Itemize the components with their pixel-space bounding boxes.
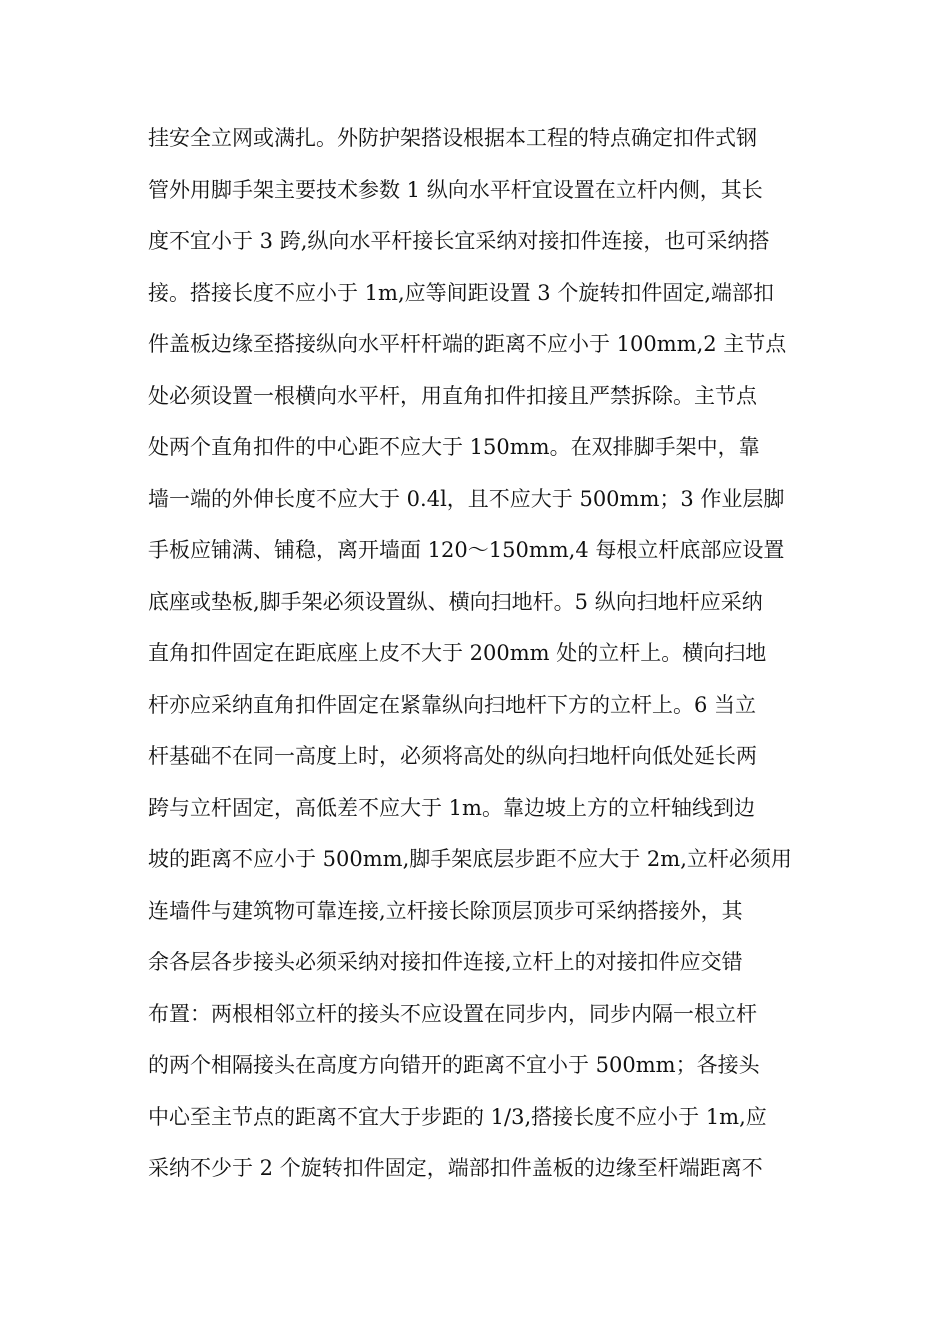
- body-text: [148, 118, 808, 1200]
- text-line: 中心至主节点的距离不宜大于步距的 1/3,搭接长度不应小于 1m,应: [148, 1104, 767, 1129]
- text-line: 底座或垫板,脚手架必须设置纵、横向扫地杆。5 纵向扫地杆应采纳: [148, 589, 763, 614]
- text-line: 的两个相隔接头在高度方向错开的距离不宜小于 500mm；各接头: [148, 1053, 760, 1077]
- text-line: 度不宜小于 3 跨,纵向水平杆接长宜采纳对接扣件连接，也可采纳搭: [148, 229, 770, 253]
- text-line: 直角扣件固定在距底座上皮不大于 200mm 处的立杆上。横向扫地: [148, 641, 767, 665]
- text-line: 杆基础不在同一高度上时，必须将高处的纵向扫地杆向低处延长两: [148, 744, 757, 768]
- text-line: 跨与立杆固定，高低差不应大于 1m。靠边坡上方的立杆轴线到边: [148, 795, 755, 820]
- text-line: 连墙件与建筑物可靠连接,立杆接长除顶层顶步可采纳搭接外，其: [148, 898, 743, 923]
- text-line: 挂安全立网或满扎。外防护架搭设根据本工程的特点确定扣件式钢: [148, 126, 757, 150]
- text-line: 采纳不少于 2 个旋转扣件固定，端部扣件盖板的边缘至杆端距离不: [148, 1156, 763, 1180]
- text-line: 管外用脚手架主要技术参数 1 纵向水平杆宜设置在立杆内侧，其长: [148, 177, 763, 202]
- text-line: 余各层各步接头必须采纳对接扣件连接,立杆上的对接扣件应交错: [148, 950, 743, 974]
- text-line: 接。搭接长度不应小于 1m,应等间距设置 3 个旋转扣件固定,端部扣: [148, 280, 775, 305]
- text-line: 墙一端的外伸长度不应大于 0.4l，且不应大于 500mm；3 作业层脚: [148, 486, 785, 511]
- text-line: 处两个直角扣件的中心距不应大于 150mm。在双排脚手架中，靠: [148, 435, 760, 459]
- text-line: 坡的距离不应小于 500mm,脚手架底层步距不应大于 2m,立杆必须用: [148, 847, 792, 871]
- text-line: 件盖板边缘至搭接纵向水平杆杆端的距离不应小于 100mm,2 主节点: [148, 332, 787, 356]
- text-line: 处必须设置一根横向水平杆，用直角扣件扣接且严禁拆除。主节点: [148, 383, 757, 408]
- text-line: 手板应铺满、铺稳，离开墙面 120～150mm,4 每根立杆底部应设置: [148, 538, 785, 562]
- text-line: 杆亦应采纳直角扣件固定在紧靠纵向扫地杆下方的立杆上。6 当立: [148, 692, 757, 717]
- text-line: 布置：两根相邻立杆的接头不应设置在同步内，同步内隔一根立杆: [148, 1001, 757, 1026]
